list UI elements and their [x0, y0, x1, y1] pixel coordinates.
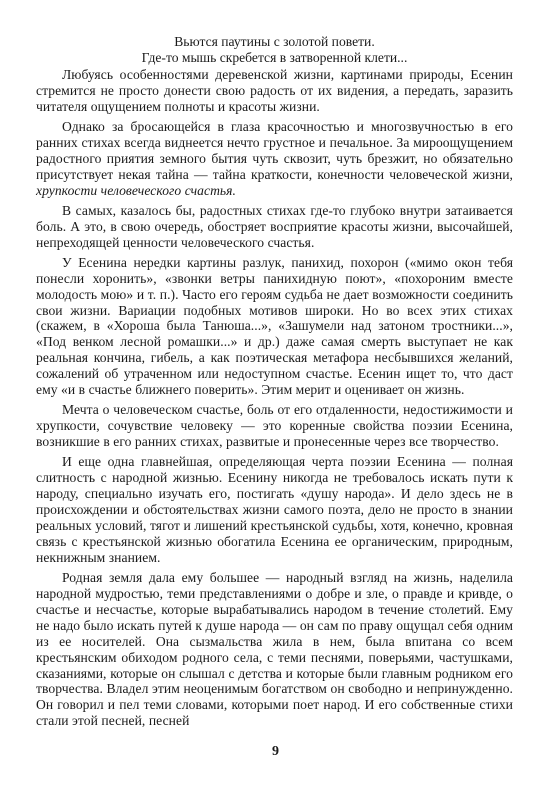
page-number: 9 [272, 744, 279, 759]
paragraph-2 [36, 119, 513, 199]
paragraph-1 [36, 67, 513, 115]
paragraph-7 [36, 570, 513, 730]
paragraph-2-italic-phrase: хрупкости человеческого счастья. [36, 182, 236, 198]
paragraph-6 [36, 454, 513, 566]
book-page [36, 34, 513, 733]
paragraph-3 [36, 203, 513, 251]
epigraph-line-2: Где-то мышь скребется в затворенной клети... [141, 49, 408, 65]
epigraph-line-1: Вьются паутины с золотой повети. [174, 34, 375, 49]
paragraph-5 [36, 402, 513, 450]
paragraph-4 [36, 255, 513, 399]
paragraph-2-text: Однако за бросающейся в глаза красочностью и многозвучностью в его ранних стихах всегда виднеется нечто грустное и печальное. За мироощущением радостного приятия земного бытия чуть сквозит, чуть брезжит, но обязательно присутствует некая тайна — тайна краткости, конечности человеческой жизни, [36, 119, 513, 182]
paragraph-7-text: Родная земля дала ему большее — народный взгляд на жизнь, наделила народной мудростью, теми представлениями о добре и зле, о правде и кривде, о счастье и несчастье, которые вырабатывались народом в течение столетий. Ему не надо было искать путей к душе народа — он сам по праву ощущал себя одним из ее носителей. Она сызмальства жила в нем, была впитана со всем крестьянским обиходом родного села, с теми песнями, поверьями, частушками, сказаниями, которые он слышал с детства и которые были главным родником его творчества. Владел этим неоценимым богатством он свободно и непринужденно. Он говорил и пел теми словами, которыми поет народ. И его собственные стихи стали этой песней, песней [36, 569, 513, 729]
poem-epigraph [36, 34, 513, 65]
paragraph-3-text: В самых, казалось бы, радостных стихах где-то глубоко внутри затаивается боль. А это, в свою очередь, обостряет восприятие красоты жизни, высочайшей, непреходящей ценности человеческого счастья. [36, 202, 513, 250]
paragraph-4-text: У Есенина нередки картины разлук, панихид, похорон («мимо окон тебя понесли хоронить», «звонки ветры панихидную поют», «похороним вместе молодость мою» и т. п.). Часто его героям судьба не дает возможности соединить свои жизни. Вариации подобных мотивов широки. Но во всех этих стихах (скажем, в «Хороша была Танюша...», «Зашумели над затоном тростники...», «Под венком лесной ромашки...» и др.) даже самая смерть выступает не как реальная кончина, гибель, а как поэтическая метафора несбывшихся желаний, сожалений об утраченном или недоступном счастье. Есенин ищет то, что даст ему «и в счастье ближнего поверить». Этим мерит и оценивает он жизнь. [36, 254, 513, 398]
paragraph-5-text: Мечта о человеческом счастье, боль от его отдаленности, недостижимости и хрупкости, сочувствие человеку — это коренные свойства поэзии Есенина, возникшие в его ранних стихах, развитые и пронесенные через все творчество. [36, 402, 513, 450]
paragraph-6-text: И еще одна главнейшая, определяющая черта поэзии Есенина — полная слитность с народной жизнью. Есенину никогда не требовалось искать пути к народу, специально изучать его, постигать «душу народа». И дело здесь не в происхождении и обстоятельствах жизни самого поэта, дело не просто в знании реальных условий, тягот и лишений крестьянской судьбы, хотя, конечно, кровная связь с крестьянской жизнью обогатила Есенина ее органическим, природным, некнижным знанием. [36, 454, 513, 565]
paragraph-1-text: Любуясь особенностями деревенской жизни, картинами природы, Есенин стремится не просто донести свою радость от их видения, а передать, заразить читателя ощущением полноты и красоты жизни. [36, 67, 513, 115]
